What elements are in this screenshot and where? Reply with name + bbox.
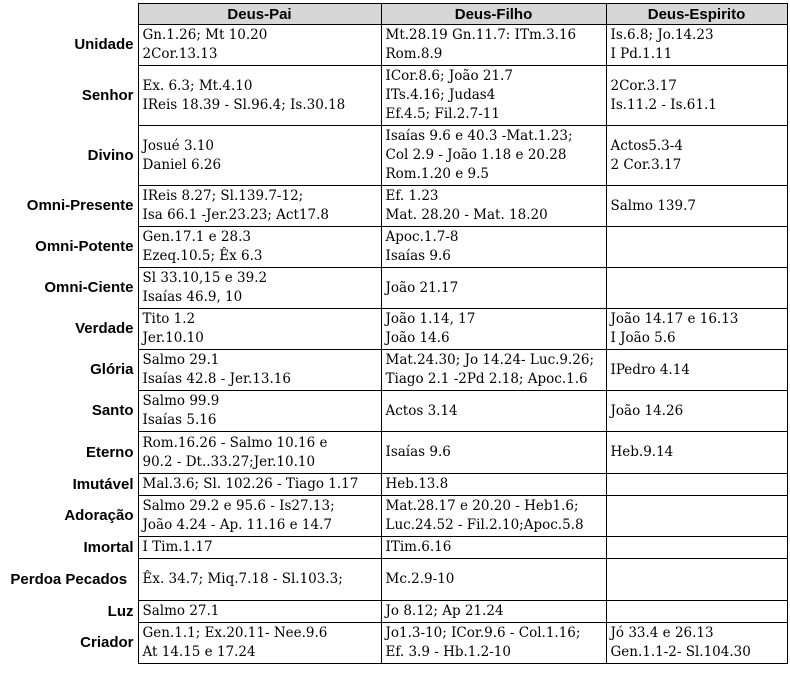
reference-line: Isaías 9.6 e 40.3 -Mat.1.23; xyxy=(385,128,573,144)
cell-espirito xyxy=(606,186,787,227)
reference-line: Is.6.8; Jo.14.23 xyxy=(610,27,714,43)
cell-filho xyxy=(381,474,606,496)
reference-line: Ef. 1.23 xyxy=(385,188,439,204)
reference-line: Isaías 9.6 xyxy=(385,248,451,264)
attribute-label: Omni-Potente xyxy=(35,238,134,255)
corner-cell xyxy=(0,4,138,25)
table-row xyxy=(0,432,787,474)
reference-line: Sl 33.10,15 e 39.2 xyxy=(142,270,268,286)
reference-line: João 4.24 - Ap. 11.16 e 14.7 xyxy=(142,517,332,533)
reference-line: Rom.8.9 xyxy=(385,46,443,62)
cell-espirito xyxy=(606,559,787,601)
cell-pai xyxy=(138,537,381,559)
reference-line: Ef.4.5; Fil.2.7-11 xyxy=(385,106,500,122)
reference-line: Heb.13.8 xyxy=(385,476,449,492)
reference-line: Isaías 9.6 xyxy=(385,444,451,460)
table-row xyxy=(0,126,787,186)
table-row xyxy=(0,391,787,432)
reference-line: 2Cor.3.17 xyxy=(610,77,677,94)
attribute-label: Verdade xyxy=(75,320,134,337)
table-row xyxy=(0,350,787,391)
table-row xyxy=(0,601,787,623)
table-row xyxy=(0,309,787,350)
cell-filho xyxy=(381,227,606,268)
cell-filho xyxy=(381,126,606,186)
reference-line: Gen.1.1-2- Sl.104.30 xyxy=(610,644,751,660)
header-row xyxy=(0,4,787,25)
reference-line: 2Cor.13.13 xyxy=(142,46,218,62)
reference-line: João 21.17 xyxy=(385,279,459,296)
reference-line: 90.2 - Dt..33.27;Jer.10.10 xyxy=(142,453,316,470)
reference-line: João 14.17 e 16.13 xyxy=(610,311,739,327)
attribute-label: Criador xyxy=(80,634,134,651)
cell-pai xyxy=(138,227,381,268)
cell-espirito xyxy=(606,537,787,559)
table-row xyxy=(0,186,787,227)
cell-pai xyxy=(138,186,381,227)
attribute-label: Luz xyxy=(107,602,134,620)
cell-filho xyxy=(381,350,606,391)
attribute-label: Santo xyxy=(91,402,134,419)
reference-line: Is.11.2 - Is.61.1 xyxy=(610,96,717,113)
cell-pai xyxy=(138,126,381,186)
reference-line: Jo1.3-10; ICor.9.6 - Col.1.16; xyxy=(385,625,581,641)
reference-line: 2 Cor.3.17 xyxy=(610,156,682,173)
cell-pai xyxy=(138,474,381,496)
reference-line: Salmo 27.1 xyxy=(142,603,220,619)
reference-line: Isa 66.1 -Jer.23.23; Act17.8 xyxy=(142,207,329,223)
reference-line: Gn.1.26; Mt 10.20 xyxy=(142,27,268,43)
reference-line: IReis 18.39 - Sl.96.4; Is.30.18 xyxy=(142,96,346,113)
reference-line: Jó 33.4 e 26.13 xyxy=(610,625,714,641)
reference-line: Salmo 29.1 xyxy=(142,352,220,368)
header-deus-pai: Deus-Pai xyxy=(138,4,381,25)
cell-filho xyxy=(381,66,606,126)
reference-line: Salmo 139.7 xyxy=(610,197,696,214)
attribute-label: Adoração xyxy=(64,507,134,524)
reference-line: ITs.4.16; Judas4 xyxy=(385,87,496,103)
reference-line: Gen.1.1; Ex.20.11- Nee.9.6 xyxy=(142,625,328,641)
cell-espirito xyxy=(606,268,787,309)
reference-line: Ex. 6.3; Mt.4.10 xyxy=(142,77,253,94)
cell-pai xyxy=(138,496,381,537)
reference-line: Mat.24.30; Jo 14.24- Luc.9.26; xyxy=(385,352,595,368)
cell-filho xyxy=(381,432,606,474)
table-body xyxy=(0,25,787,664)
cell-espirito xyxy=(606,350,787,391)
cell-pai xyxy=(138,268,381,309)
cell-pai xyxy=(138,25,381,66)
cell-pai xyxy=(138,309,381,350)
reference-line: Tito 1.2 xyxy=(142,311,196,327)
reference-line: Daniel 6.26 xyxy=(142,156,222,173)
table-row xyxy=(0,66,787,126)
cell-filho xyxy=(381,559,606,601)
cell-filho xyxy=(381,601,606,623)
cell-filho xyxy=(381,496,606,537)
cell-filho xyxy=(381,25,606,66)
cell-filho xyxy=(381,537,606,559)
reference-line: Isaías 46.9, 10 xyxy=(142,289,243,305)
reference-line: Apoc.1.7-8 xyxy=(385,229,459,245)
reference-line: Jo 8.12; Ap 21.24 xyxy=(385,603,504,619)
attribute-label: Eterno xyxy=(85,443,134,461)
reference-line: Mal.3.6; Sl. 102.26 - Tiago 1.17 xyxy=(142,476,359,492)
reference-line: Col 2.9 - João 1.18 e 20.28 xyxy=(385,147,567,163)
attribute-label: Senhor xyxy=(81,86,134,104)
table-row xyxy=(0,537,787,559)
reference-line: Mc.2.9-10 xyxy=(385,571,455,587)
reference-line: Tiago 2.1 -2Pd 2.18; Apoc.1.6 xyxy=(385,371,588,387)
reference-line: Heb.9.14 xyxy=(610,444,674,460)
cell-espirito xyxy=(606,623,787,664)
table-row xyxy=(0,227,787,268)
reference-line: Mt.28.19 Gn.11.7: ITm.3.16 xyxy=(385,27,577,43)
reference-line: Rom.16.26 - Salmo 10.16 e xyxy=(142,434,328,451)
reference-line: Ezeq.10.5; Êx 6.3 xyxy=(142,248,263,264)
cell-espirito xyxy=(606,126,787,186)
cell-espirito xyxy=(606,601,787,623)
reference-line: Actos 3.14 xyxy=(385,402,458,419)
reference-line: Gen.17.1 e 28.3 xyxy=(142,229,251,245)
attributes-table xyxy=(0,3,788,664)
attribute-label: Omni-Presente xyxy=(26,197,134,214)
cell-espirito xyxy=(606,432,787,474)
cell-filho xyxy=(381,268,606,309)
cell-espirito xyxy=(606,66,787,126)
cell-filho xyxy=(381,391,606,432)
cell-pai xyxy=(138,559,381,601)
cell-filho xyxy=(381,186,606,227)
table-row xyxy=(0,496,787,537)
attribute-label: Unidade xyxy=(74,36,134,53)
cell-pai xyxy=(138,391,381,432)
attribute-label: Omni-Ciente xyxy=(44,279,134,296)
cell-espirito xyxy=(606,391,787,432)
table-row xyxy=(0,559,787,601)
cell-espirito xyxy=(606,474,787,496)
reference-line: Êx. 34.7; Miq.7.18 - Sl.103.3; xyxy=(142,571,343,587)
cell-pai xyxy=(138,66,381,126)
reference-line: Isaías 42.8 - Jer.13.16 xyxy=(142,371,291,387)
reference-line: At 14.15 e 17.24 xyxy=(142,644,256,660)
cell-espirito xyxy=(606,227,787,268)
reference-line: João 14.6 xyxy=(385,330,450,346)
cell-pai xyxy=(138,432,381,474)
cell-espirito xyxy=(606,496,787,537)
reference-line: ICor.8.6; João 21.7 xyxy=(385,68,513,84)
reference-line: ITim.6.16 xyxy=(385,539,452,555)
attribute-label: Perdoa Pecados xyxy=(10,571,128,588)
header-deus-espirito: Deus-Espirito xyxy=(606,4,787,25)
reference-line: Salmo 99.9 xyxy=(142,393,220,409)
reference-line: Salmo 29.2 e 95.6 - Is27.13; xyxy=(142,498,335,514)
cell-espirito xyxy=(606,309,787,350)
attribute-label: Imutável xyxy=(72,475,134,493)
reference-line: Actos5.3-4 xyxy=(610,137,683,154)
cell-filho xyxy=(381,623,606,664)
reference-line: Luc.24.52 - Fil.2.10;Apoc.5.8 xyxy=(385,517,584,533)
reference-line: Rom.1.20 e 9.5 xyxy=(385,166,489,182)
cell-pai xyxy=(138,601,381,623)
cell-filho xyxy=(381,309,606,350)
reference-line: João 14.26 xyxy=(610,402,684,419)
reference-line: I João 5.6 xyxy=(610,330,676,346)
attribute-label: Imortal xyxy=(83,538,134,556)
table-row xyxy=(0,268,787,309)
attribute-label: Glória xyxy=(90,361,134,378)
reference-line: I Pd.1.11 xyxy=(610,46,673,62)
table-row xyxy=(0,623,787,664)
header-deus-filho: Deus-Filho xyxy=(381,4,606,25)
reference-line: Jer.10.10 xyxy=(142,330,204,346)
reference-line: João 1.14, 17 xyxy=(385,311,476,327)
cell-pai xyxy=(138,350,381,391)
table-row xyxy=(0,474,787,496)
reference-line: Isaías 5.16 xyxy=(142,412,217,428)
cell-espirito xyxy=(606,25,787,66)
reference-line: IReis 8.27; Sl.139.7-12; xyxy=(142,188,304,204)
reference-line: Mat.28.17 e 20.20 - Heb1.6; xyxy=(385,498,579,514)
attribute-label: Divino xyxy=(87,146,134,164)
reference-line: Josué 3.10 xyxy=(142,137,215,154)
table-row xyxy=(0,25,787,66)
reference-line: I Tim.1.17 xyxy=(142,539,213,555)
cell-pai xyxy=(138,623,381,664)
reference-line: Mat. 28.20 - Mat. 18.20 xyxy=(385,207,548,223)
reference-line: Ef. 3.9 - Hb.1.2-10 xyxy=(385,644,511,660)
reference-line: IPedro 4.14 xyxy=(610,361,690,378)
